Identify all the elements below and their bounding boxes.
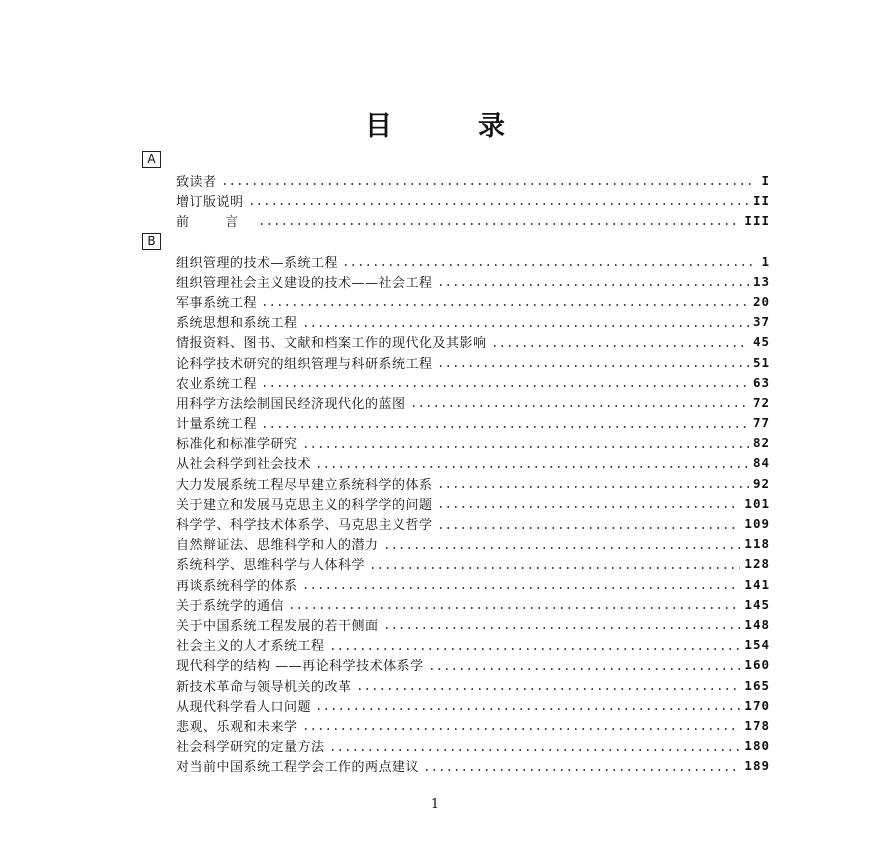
toc-entry-page: 45: [752, 334, 770, 350]
toc-entry[interactable]: [176, 675, 770, 695]
dot-leader: [428, 668, 741, 670]
toc-entry-page: I: [761, 172, 770, 188]
section-label-a: A: [142, 151, 161, 168]
dot-leader: [383, 547, 741, 549]
toc-entry-page: 82: [752, 435, 770, 451]
dot-leader: [315, 466, 749, 468]
toc-entry[interactable]: [176, 251, 770, 271]
toc-entry-title: 系统思想和系统工程: [176, 316, 298, 332]
toc-entry[interactable]: [176, 271, 770, 291]
toc-heading-char-1: 目: [365, 111, 392, 142]
toc-entry[interactable]: [176, 513, 770, 533]
toc-entry-title: 论科学技术研究的组织管理与科研系统工程: [176, 356, 433, 372]
toc-entry-page: 128: [744, 556, 770, 572]
dot-leader: [258, 223, 740, 225]
dot-leader: [410, 405, 749, 407]
toc-entry-title: 增订版说明: [176, 194, 244, 210]
toc-entry-page: 84: [752, 455, 770, 471]
toc-entry-page: 148: [744, 616, 770, 632]
toc-entry-title: 社会科学研究的定量方法: [176, 740, 325, 756]
toc-entry[interactable]: [176, 392, 770, 412]
toc-entry[interactable]: [176, 312, 770, 332]
dot-leader: [302, 325, 749, 327]
toc-entry-title: 组织管理社会主义建设的技术——社会工程: [176, 275, 433, 291]
dot-leader: [329, 648, 741, 650]
toc-entry-title: 再谈系统科学的体系: [176, 578, 298, 594]
toc-entry[interactable]: [176, 493, 770, 513]
toc-entry-title: 现代科学的结构 ——再论科学技术体系学: [176, 659, 424, 675]
dot-leader: [356, 688, 741, 690]
toc-entry-title: 悲观、乐观和未来学: [176, 719, 298, 735]
toc-entry[interactable]: [176, 190, 770, 210]
toc-entry-title: 农业系统工程: [176, 376, 258, 392]
toc-section-b: [176, 251, 770, 776]
toc-entry-page: 92: [752, 475, 770, 491]
toc-entry[interactable]: [176, 715, 770, 735]
section-label-b: B: [142, 233, 161, 250]
toc-heading: [0, 104, 870, 144]
toc-entry-page: 101: [744, 495, 770, 511]
dot-leader: [437, 486, 749, 488]
toc-entry-page: II: [752, 192, 770, 208]
toc-entry[interactable]: [176, 574, 770, 594]
toc-entry-title: 标准化和标准学研究: [176, 437, 298, 453]
toc-entry[interactable]: [176, 534, 770, 554]
dot-leader: [302, 446, 749, 448]
toc-entry-title: 新技术革命与领导机关的改革: [176, 679, 352, 695]
dot-leader: [491, 345, 749, 347]
toc-entry[interactable]: [176, 352, 770, 372]
dot-leader: [437, 506, 741, 508]
toc-entry-title: 从现代科学看人口问题: [176, 699, 312, 715]
toc-entry-title: 致读者: [176, 174, 217, 190]
toc-entry-title: 前 言: [176, 214, 255, 230]
toc-entry-title: 情报资料、图书、文献和档案工作的现代化及其影响: [176, 336, 487, 352]
toc-entry-title: 计量系统工程: [176, 417, 258, 433]
toc-entry-page: 77: [752, 415, 770, 431]
toc-entry-page: 141: [744, 576, 770, 592]
toc-entry-title: 对当前中国系统工程学会工作的两点建议: [176, 760, 420, 776]
toc-entry-page: 51: [752, 354, 770, 370]
toc-entry[interactable]: [176, 756, 770, 776]
toc-entry[interactable]: [176, 614, 770, 634]
toc-entry-page: 165: [744, 677, 770, 693]
dot-leader: [261, 426, 749, 428]
dot-leader: [261, 385, 749, 387]
toc-entry-page: 20: [752, 293, 770, 309]
toc-entry[interactable]: [176, 170, 770, 190]
dot-leader: [248, 203, 749, 205]
toc-entry-page: 63: [752, 374, 770, 390]
toc-entry-page: 37: [752, 314, 770, 330]
dot-leader: [261, 304, 749, 306]
toc-entry-title: 自然辩证法、思维科学和人的潜力: [176, 538, 379, 554]
toc-entry-page: 1: [761, 253, 770, 269]
toc-entry-page: 180: [744, 738, 770, 754]
toc-entry-page: 154: [744, 637, 770, 653]
dot-leader: [302, 587, 741, 589]
dot-leader: [221, 183, 754, 185]
toc-entry-page: 145: [744, 596, 770, 612]
toc-entry-title: 关于中国系统工程发展的若干侧面: [176, 618, 379, 634]
toc-entry-page: 178: [744, 717, 770, 733]
toc-entry-title: 关于系统学的通信: [176, 598, 285, 614]
dot-leader: [423, 769, 740, 771]
toc-entry[interactable]: [176, 210, 770, 230]
toc-entry[interactable]: [176, 736, 770, 756]
toc-entry-title: 系统科学、思维科学与人体科学: [176, 558, 366, 574]
toc-entry[interactable]: [176, 332, 770, 352]
dot-leader: [342, 264, 754, 266]
toc-entry-title: 组织管理的技术—系统工程: [176, 255, 339, 271]
toc-entry-page: 170: [744, 697, 770, 713]
toc-entry-page: 109: [744, 516, 770, 532]
toc-entry-page: 160: [744, 657, 770, 673]
dot-leader: [288, 607, 740, 609]
dot-leader: [369, 567, 740, 569]
toc-entry-title: 科学学、科学技术体系学、马克思主义哲学: [176, 518, 433, 534]
toc-entry[interactable]: [176, 554, 770, 574]
toc-entry[interactable]: [176, 433, 770, 453]
toc-entry-title: 从社会科学到社会技术: [176, 457, 312, 473]
toc-entry-page: 118: [744, 536, 770, 552]
toc-entry-title: 用科学方法绘制国民经济现代化的蓝图: [176, 396, 406, 412]
toc-entry[interactable]: [176, 413, 770, 433]
toc-entry[interactable]: [176, 695, 770, 715]
dot-leader: [437, 527, 741, 529]
toc-entry[interactable]: [176, 291, 770, 311]
toc-entry-title: 关于建立和发展马克思主义的科学学的问题: [176, 497, 433, 513]
toc-entry[interactable]: [176, 655, 770, 675]
dot-leader: [315, 708, 740, 710]
toc-entry[interactable]: [176, 635, 770, 655]
toc-entry-page: III: [744, 212, 770, 228]
dot-leader: [437, 365, 749, 367]
toc-entry-page: 72: [752, 394, 770, 410]
toc-entry[interactable]: [176, 372, 770, 392]
dot-leader: [329, 749, 741, 751]
toc-entry[interactable]: [176, 594, 770, 614]
toc-section-a: [176, 170, 770, 231]
toc-entry-page: 13: [752, 273, 770, 289]
toc-entry[interactable]: [176, 473, 770, 493]
dot-leader: [437, 284, 749, 286]
dot-leader: [383, 627, 741, 629]
toc-entry-title: 军事系统工程: [176, 295, 258, 311]
toc-entry-page: 189: [744, 758, 770, 774]
dot-leader: [302, 728, 741, 730]
toc-entry-title: 社会主义的人才系统工程: [176, 639, 325, 655]
toc-entry-title: 大力发展系统工程尽早建立系统科学的体系: [176, 477, 433, 493]
page-number: 1: [430, 797, 440, 812]
toc-heading-char-2: 录: [478, 111, 505, 142]
toc-entry[interactable]: [176, 453, 770, 473]
